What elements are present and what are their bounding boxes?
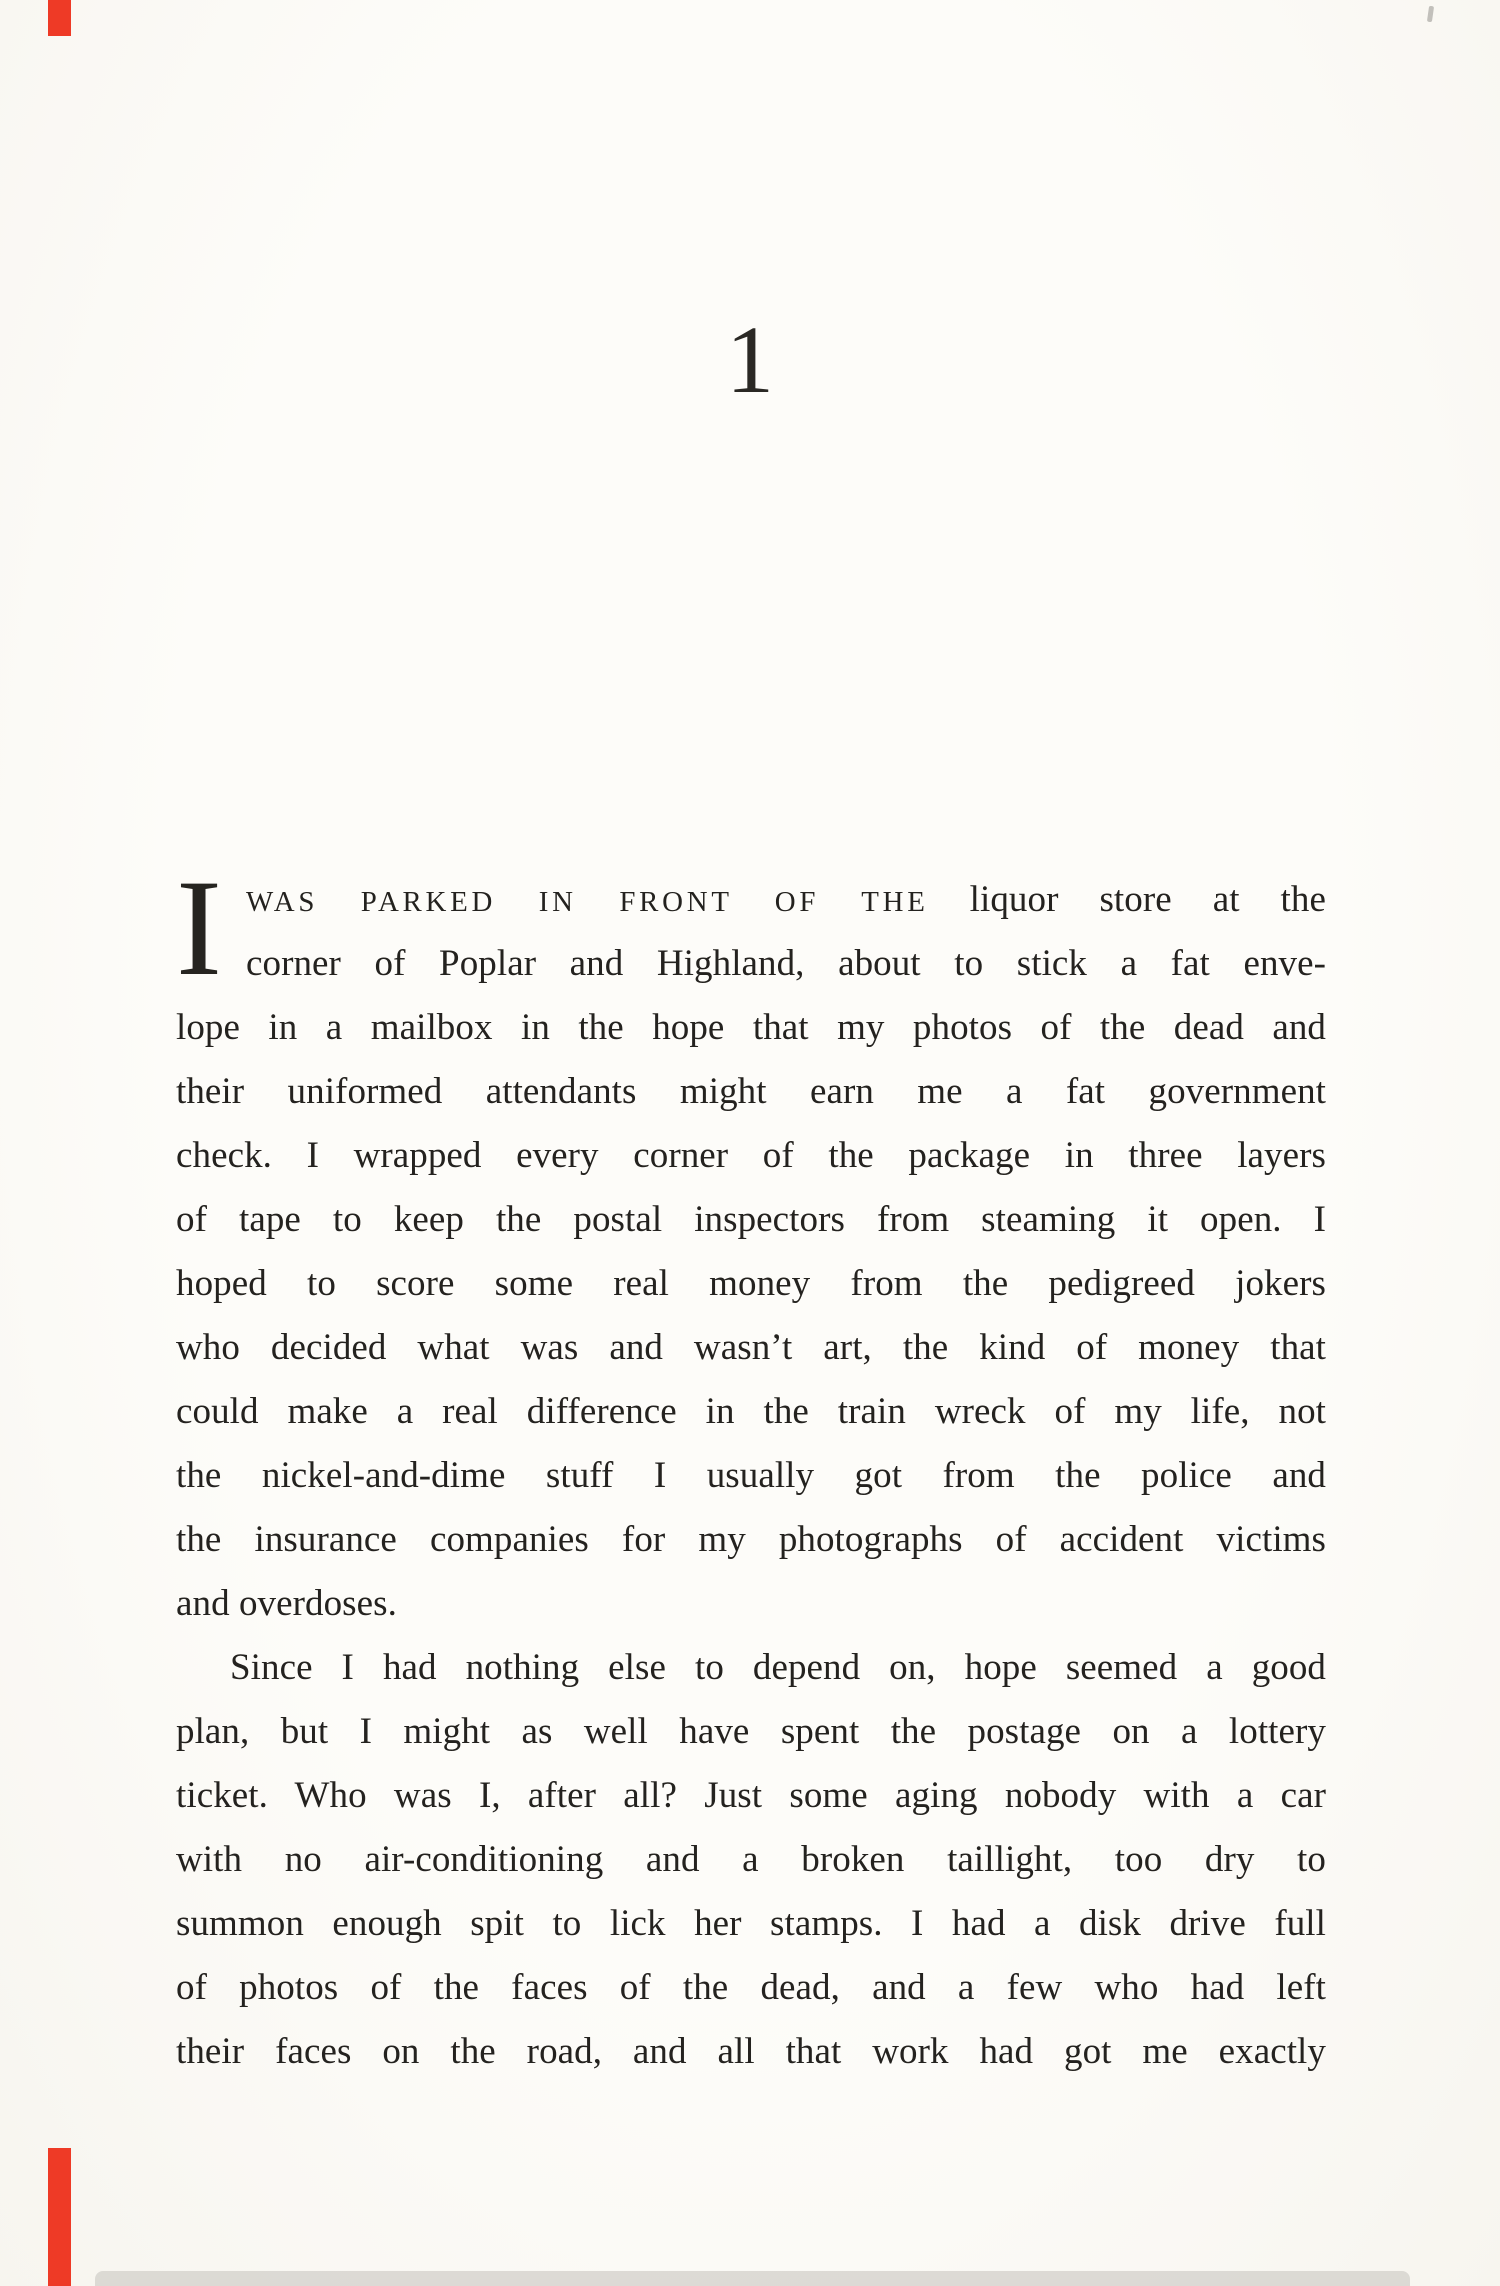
text-line: their faces on the road, and all that work had got me exactly	[176, 2031, 1326, 2072]
scan-artifact-red-bottom-left	[48, 2148, 71, 2286]
scan-artifact-top-right	[1427, 6, 1434, 23]
text-line: of photos of the faces of the dead, and a few who had left	[176, 1967, 1326, 2008]
text-line: lope in a mailbox in the hope that my photos of the dead and	[176, 1007, 1326, 1048]
text-line: their uniformed attendants might earn me a fat government	[176, 1071, 1326, 1112]
text-line: of tape to keep the postal inspectors from steaming it open. I	[176, 1199, 1326, 1240]
chapter-number: 1	[726, 306, 774, 413]
text-line: the nickel-and-dime stuff I usually got from the police and	[176, 1455, 1326, 1496]
drop-cap: I	[176, 851, 223, 1004]
scan-artifact-red-top-left	[48, 0, 71, 36]
text-line: check. I wrapped every corner of the package in three layers	[176, 1135, 1326, 1176]
text-line: hoped to score some real money from the pedigreed jokers	[176, 1263, 1326, 1304]
body-text	[176, 851, 1326, 2084]
text-line: corner of Poplar and Highland, about to stick a fat enve-	[246, 943, 1326, 984]
text-line: who decided what was and wasn’t art, the kind of money that	[176, 1327, 1326, 1368]
text-line: ticket. Who was I, after all? Just some aging nobody with a car	[176, 1775, 1326, 1816]
opening-small-caps: WAS PARKED IN FRONT OF THE	[246, 886, 929, 918]
text-line: summon enough spit to lick her stamps. I had a disk drive full	[176, 1903, 1326, 1944]
text-line: the insurance companies for my photographs of accident victims	[176, 1519, 1326, 1560]
scan-artifact-page-edge	[95, 2271, 1410, 2286]
line-1-rest: liquor store at the	[969, 879, 1326, 920]
text-line	[246, 868, 1326, 932]
text-line: Since I had nothing else to depend on, hope seemed a good	[230, 1647, 1326, 1688]
text-line: plan, but I might as well have spent the postage on a lottery	[176, 1711, 1326, 1752]
text-line: could make a real difference in the train wreck of my life, not	[176, 1391, 1326, 1432]
drop-cap-box	[176, 851, 246, 1004]
text-line: with no air-conditioning and a broken taillight, too dry to	[176, 1839, 1326, 1880]
text-line: and overdoses.	[176, 1583, 397, 1624]
